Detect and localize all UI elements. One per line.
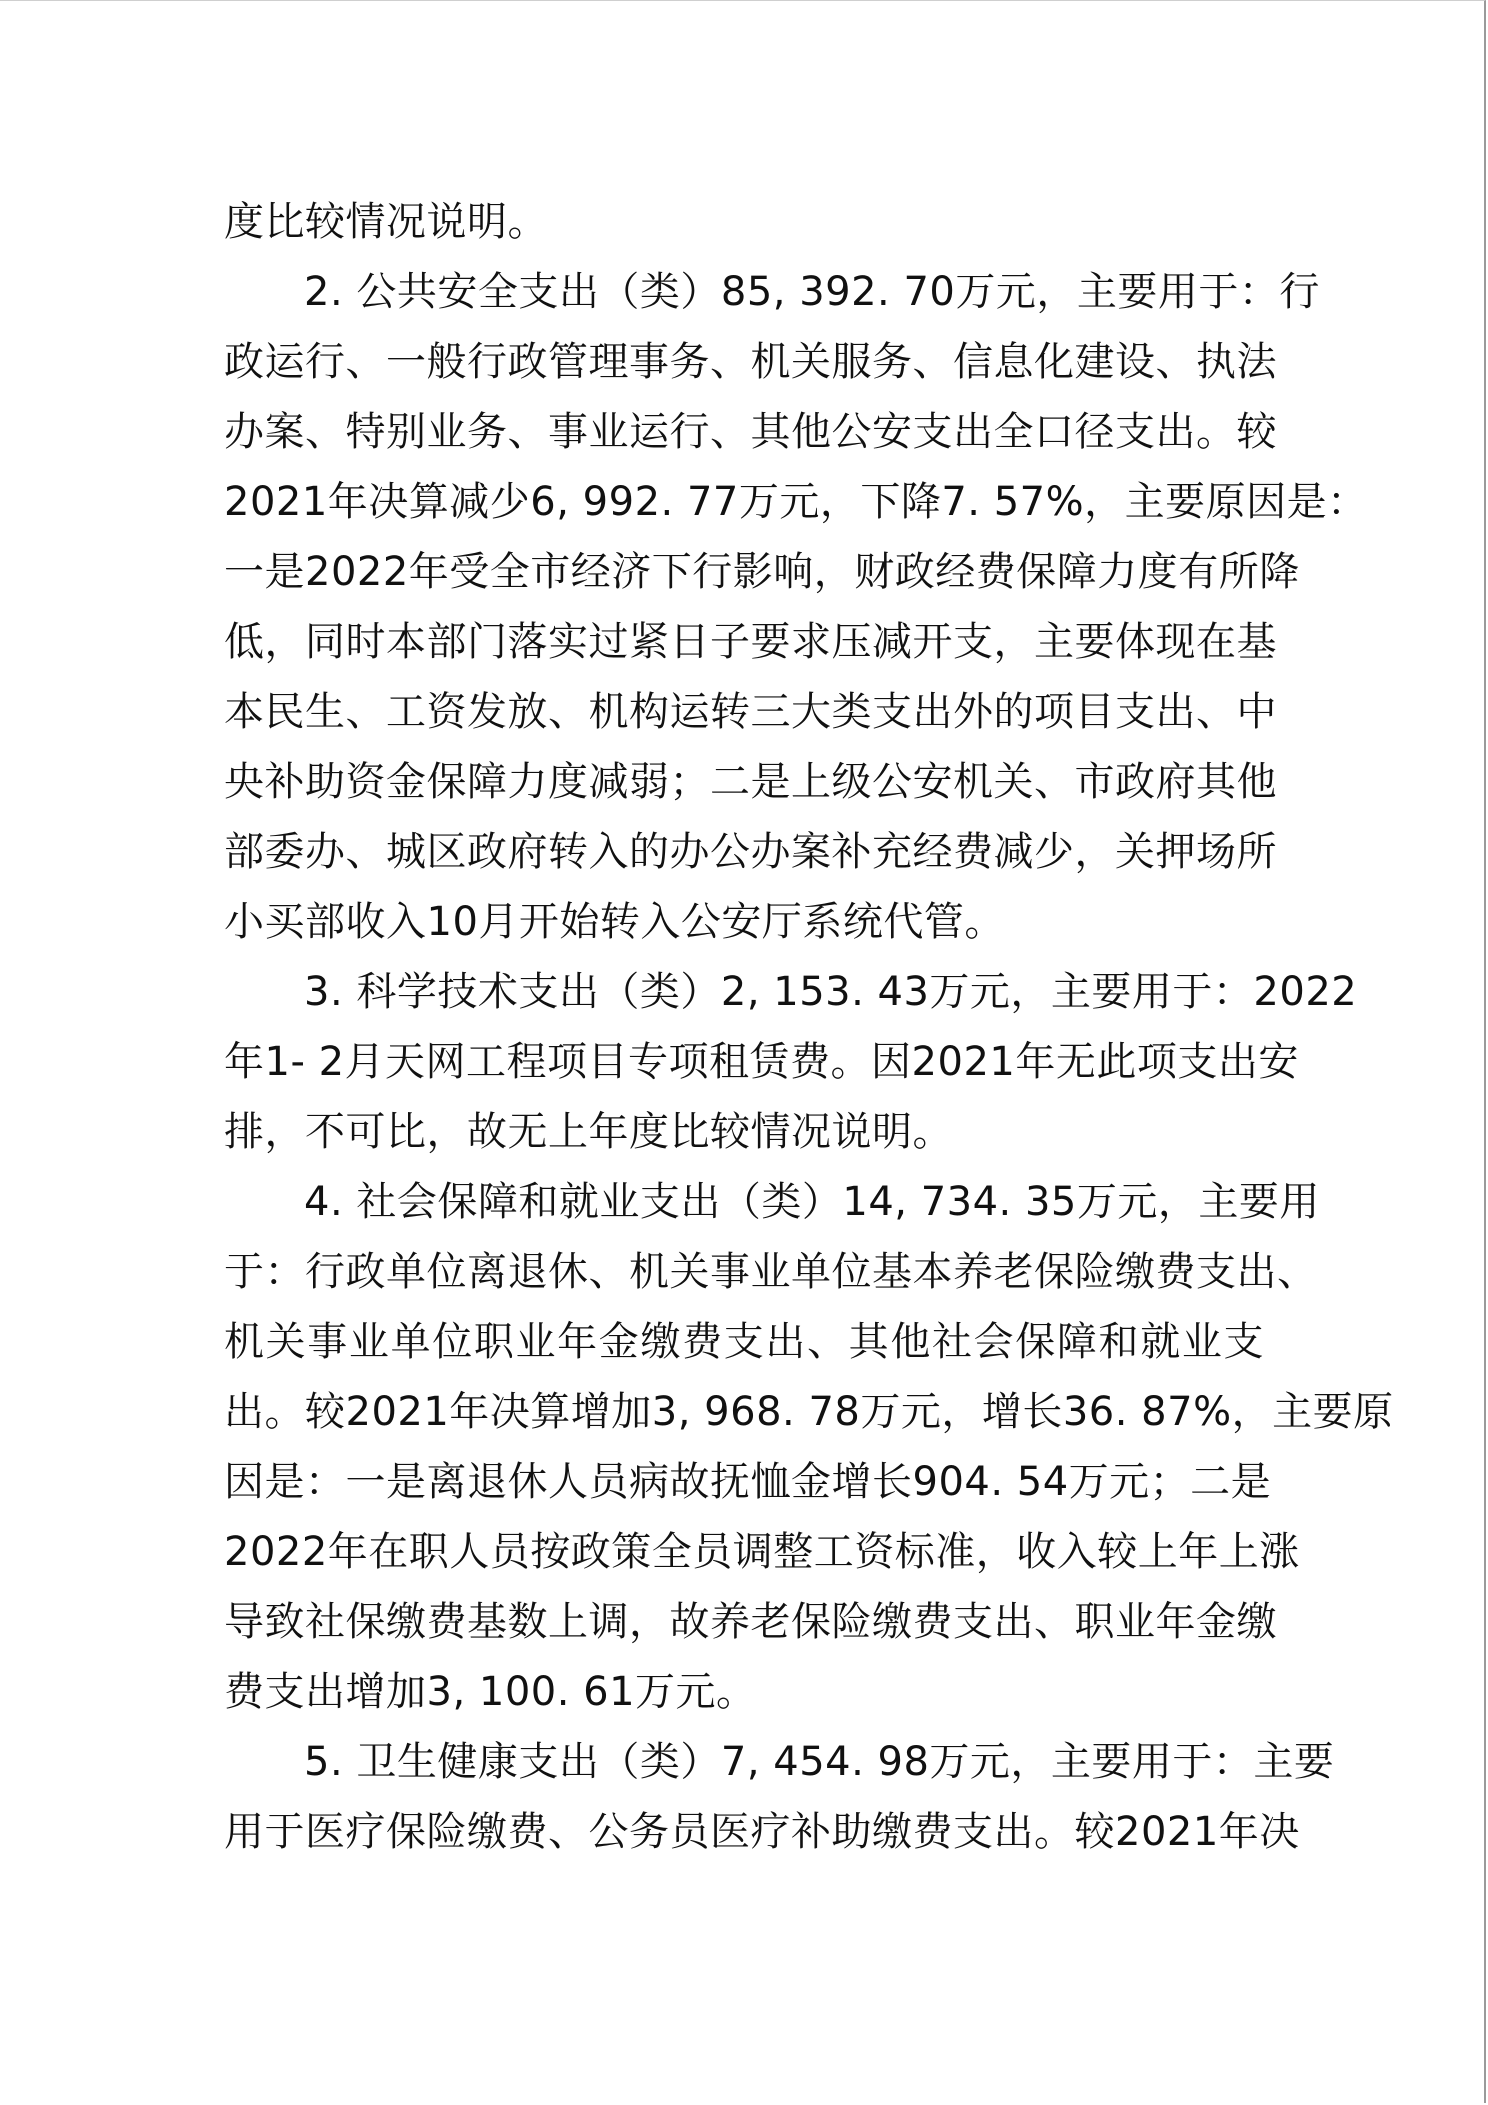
- text-line: 政运行、一般行政管理事务、机关服务、信息化建设、执法: [224, 339, 1277, 385]
- text-line: 2022年在职人员按政策全员调整工资标准，收入较上年上涨: [224, 1529, 1300, 1575]
- text-line: 本民生、工资发放、机构运转三大类支出外的项目支出、中: [224, 689, 1277, 735]
- text-line: 度比较情况说明。: [224, 199, 548, 245]
- text-line: 年1- 2月天网工程项目专项租赁费。因2021年无此项支出安: [224, 1039, 1299, 1085]
- text-line: 排，不可比，故无上年度比较情况说明。: [224, 1109, 953, 1155]
- text-line: 导致社保缴费基数上调，故养老保险缴费支出、职业年金缴: [224, 1599, 1277, 1645]
- text-line: 因是：一是离退休人员病故抚恤金增长904. 54万元；二是: [224, 1459, 1272, 1505]
- text-line: 小买部收入10月开始转入公安厅系统代管。: [224, 899, 1005, 945]
- text-line: 费支出增加3, 100. 61万元。: [224, 1669, 757, 1715]
- text-line: 用于医疗保险缴费、公务员医疗补助缴费支出。较2021年决: [224, 1809, 1300, 1855]
- text-line: 出。较2021年决算增加3, 968. 78万元，增长36. 87%，主要原: [224, 1389, 1394, 1435]
- text-line: 2021年决算减少6, 992. 77万元，下降7. 57%，主要原因是：: [224, 479, 1368, 525]
- text-line: 一是2022年受全市经济下行影响，财政经费保障力度有所降: [224, 549, 1300, 595]
- text-line: 4. 社会保障和就业支出（类）14, 734. 35万元，主要用: [304, 1179, 1320, 1225]
- text-line: 于：行政单位离退休、机关事业单位基本养老保险缴费支出、: [224, 1249, 1318, 1295]
- text-line: 部委办、城区政府转入的办公办案补充经费减少，关押场所: [224, 829, 1277, 875]
- text-line: 5. 卫生健康支出（类）7, 454. 98万元，主要用于：主要: [304, 1739, 1335, 1785]
- text-line: 机关事业单位职业年金缴费支出、其他社会保障和就业支: [224, 1319, 1264, 1365]
- text-line: 2. 公共安全支出（类）85, 392. 70万元，主要用于：行: [304, 269, 1320, 315]
- text-line: 低，同时本部门落实过紧日子要求压减开支，主要体现在基: [224, 619, 1277, 665]
- text-line: 3. 科学技术支出（类）2, 153. 43万元，主要用于：2022: [304, 969, 1358, 1015]
- text-line: 办案、特别业务、事业运行、其他公安支出全口径支出。较: [224, 409, 1277, 455]
- document-body: [224, 187, 1394, 1867]
- text-line: 央补助资金保障力度减弱；二是上级公安机关、市政府其他: [224, 759, 1277, 805]
